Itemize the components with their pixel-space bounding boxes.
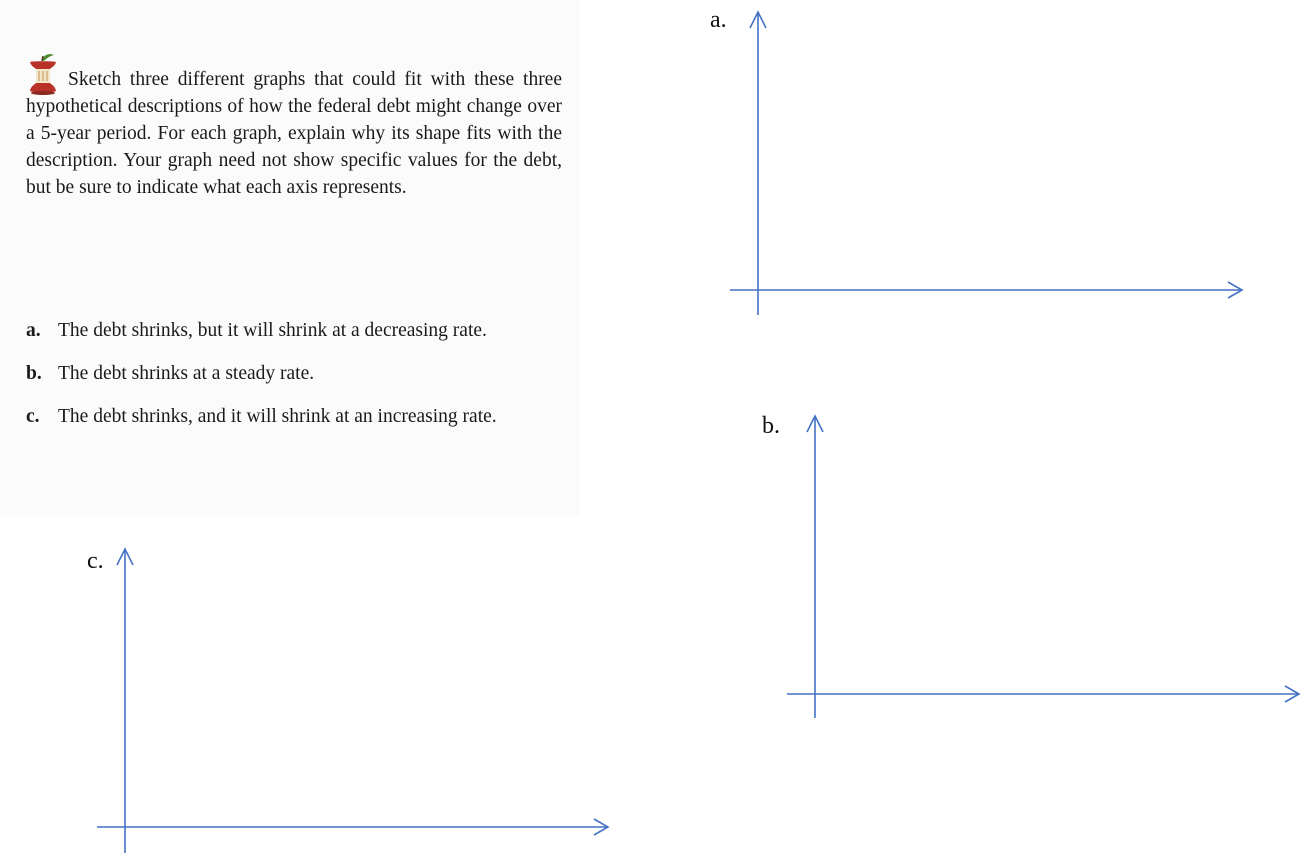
part-c-text: The debt shrinks, and it will shrink at an increasing rate. xyxy=(58,406,497,427)
part-c xyxy=(26,403,562,430)
problem-parts xyxy=(26,317,562,446)
part-b-text: The debt shrinks at a steady rate. xyxy=(58,363,315,384)
graph-a-label: a. xyxy=(710,7,727,33)
part-c-letter: c. xyxy=(26,406,40,427)
graph-c-axes xyxy=(90,535,620,860)
graph-a-axes xyxy=(720,0,1260,330)
part-a-letter: a. xyxy=(26,320,41,341)
problem-panel xyxy=(0,0,580,515)
graph-c-label: c. xyxy=(87,548,104,574)
problem-prompt: Sketch three different graphs that could fit with these three hypothetical descriptions of how the federal debt might change over a 5-year period. For each graph, explain why its shape fits with the description. Your graph need not show specific values for the debt, but be sure to indicate what each axis represents. xyxy=(26,69,562,198)
part-b xyxy=(26,360,562,387)
part-a-text: The debt shrinks, but it will shrink at a decreasing rate. xyxy=(58,320,487,341)
graph-b-label: b. xyxy=(762,413,780,439)
part-a xyxy=(26,317,562,344)
part-b-letter: b. xyxy=(26,363,42,384)
graph-b-axes xyxy=(780,400,1310,725)
